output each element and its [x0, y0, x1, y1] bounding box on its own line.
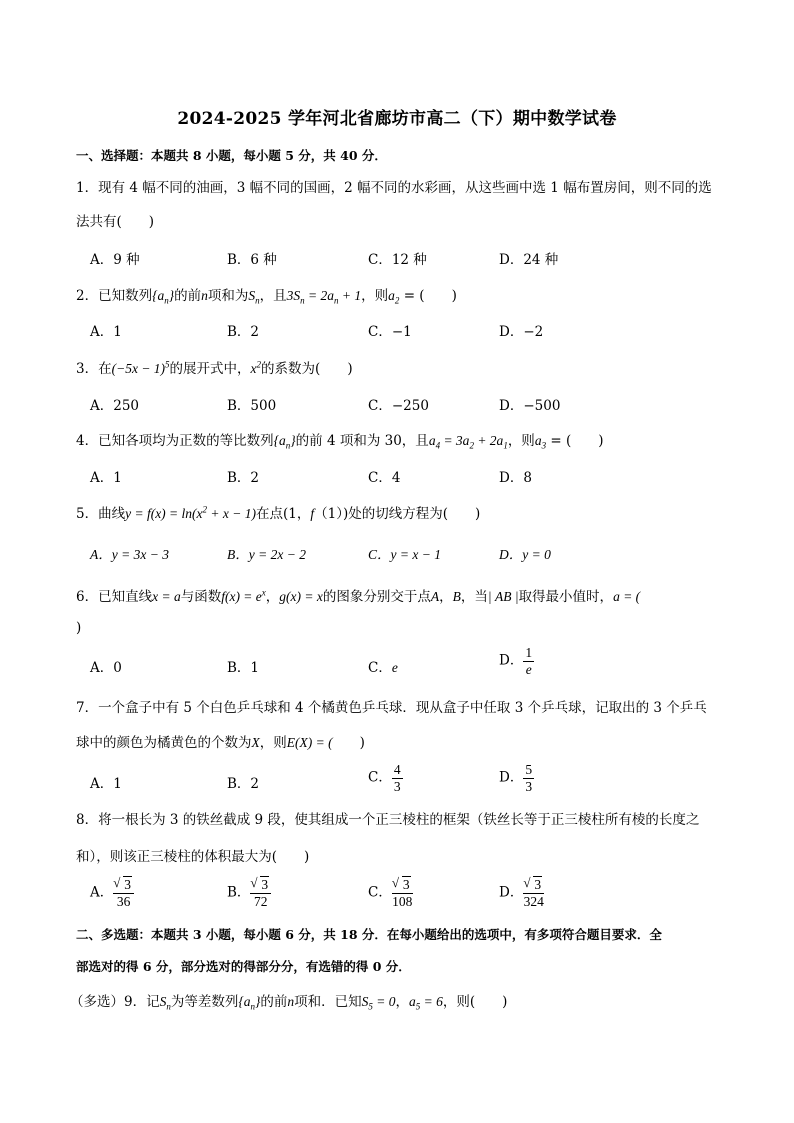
question-7-line-1: 7．一个盒子中有 5 个白色乒乓球和 4 个橘黄色乒乓球．现从盒子中任取 3 个乒乓球，记取出的 3 个乒乓 — [76, 700, 707, 716]
option-c: C．−250 — [368, 398, 429, 414]
option-a: A．0 — [90, 660, 122, 676]
binomial-expression: $(-5x - 1)^5$ — [111, 359, 170, 376]
option-d: D．24 种 — [499, 252, 559, 268]
option-c: C．12 种 — [368, 252, 427, 268]
option-d: D． $\frac{1}{e}$ — [499, 645, 533, 677]
option-c: C． $\frac{4}{3}$ — [368, 762, 401, 794]
option-b: B． √ $\frac{3}{72}$ — [227, 878, 271, 908]
option-b: B．y = 2x − 2 — [227, 547, 306, 562]
page-title: 2024-2025 学年河北省廊坊市高二（下）期中数学试卷 — [177, 109, 617, 129]
question-9-stem: （多选）9．记$S_n$为等差数列$\{a_n\}$的前n项和．已知$S_5 = 0$，$a_5 = 6$，则( ) — [70, 994, 508, 1012]
option-d: D．y = 0 — [499, 547, 551, 562]
option-d: D． $\frac{5}{3}$ — [499, 762, 533, 794]
option-a: A．1 — [90, 324, 122, 340]
option-a: A．1 — [90, 776, 122, 792]
option-a: A．9 种 — [90, 252, 140, 268]
equation: $3S_n = 2a_n + 1$ — [286, 288, 362, 306]
option-b: B．1 — [227, 660, 260, 676]
option-a: A．y = 3x − 3 — [90, 547, 169, 562]
option-d: D．−2 — [499, 324, 544, 340]
option-b: B．2 — [227, 324, 260, 340]
fraction: $\frac{4}{3}$ — [393, 762, 401, 794]
fraction: √ $\frac{3}{108}$ — [392, 878, 413, 908]
option-c: C．4 — [368, 470, 401, 486]
option-d: D．−500 — [499, 398, 561, 414]
question-7-line-2: 球中的颜色为橘黄色的个数为X，则E(X) = ( ) — [76, 735, 365, 751]
question-8-line-1: 8．将一根长为 3 的铁丝截成 9 段，使其组成一个正三棱柱的框架（铁丝长等于正三棱柱所有棱的长度之 — [76, 812, 700, 828]
option-c: C．y = x − 1 — [368, 547, 441, 562]
option-b: B．6 种 — [227, 252, 277, 268]
question-4-stem: 4．已知各项均为正数的等比数列$\{a_n\}$的前 4 项和为 30，且$a_4 = 3a_2 + 2a_1$，则$a_3$ = ( ) — [76, 433, 604, 451]
option-b: B．2 — [227, 470, 260, 486]
question-6-line-2: ) — [76, 620, 82, 636]
option-d: D．8 — [499, 470, 532, 486]
question-3-stem: 3．在$(-5x - 1)^5$的展开式中，$x^2$的系数为( ) — [76, 359, 353, 377]
equation: $a_4 = 3a_2 + 2a_1$ — [428, 433, 508, 451]
option-c: C．e — [368, 660, 398, 676]
fraction: √ $\frac{3}{72}$ — [250, 878, 271, 908]
question-2-stem: 2．已知数列$\{a_n\}$的前n项和为$S_n$，且$3S_n = 2a_n + 1$，则$a_2$ = ( ) — [76, 288, 457, 306]
fraction: √ $\frac{3}{324}$ — [523, 878, 544, 908]
section-heading-single-choice: 一、选择题：本题共 8 小题，每小题 5 分，共 40 分． — [76, 148, 387, 163]
option-b: B．500 — [227, 398, 277, 414]
option-d: D． √ $\frac{3}{324}$ — [499, 878, 544, 908]
option-c: C． √ $\frac{3}{108}$ — [368, 878, 413, 908]
option-c: C．−1 — [368, 324, 412, 340]
fraction: $\frac{1}{e}$ — [525, 645, 533, 677]
option-b: B．2 — [227, 776, 260, 792]
option-a: A． √ $\frac{3}{36}$ — [90, 878, 134, 908]
curve-equation: $y = f(x) = \ln(x^2 + x - 1)$ — [125, 504, 256, 521]
question-5-stem: 5．曲线$y = f(x) = \ln(x^2 + x - 1)$在点(1，f（1）)处的切线方程为( ) — [76, 504, 481, 522]
question-1-line-2: 法共有( ) — [76, 214, 155, 230]
seq-notation: $\{a_n\}$ — [152, 288, 175, 306]
question-8-line-2: 和），则该正三棱柱的体积最大为( ) — [76, 849, 310, 865]
question-6-stem: 6．已知直线x = a与函数$f(x) = e^x$，g(x) = x的图象分别交于点A，B，当| AB |取得最小值时，a = ( — [76, 587, 641, 605]
section-heading-multiple-choice-line-1: 二、多选题：本题共 3 小题，每小题 6 分，共 18 分．在每小题给出的选项中，有多项符合题目要求．全 — [76, 927, 662, 942]
fraction: √ $\frac{3}{36}$ — [113, 878, 134, 908]
fraction: $\frac{5}{3}$ — [525, 762, 533, 794]
option-a: A．250 — [90, 398, 140, 414]
section-heading-multiple-choice-line-2: 部选对的得 6 分，部分选对的得部分分，有选错的得 0 分． — [76, 959, 411, 974]
question-1-line-1: 1．现有 4 幅不同的油画，3 幅不同的国画，2 幅不同的水彩画，从这些画中选 1 幅布置房间，则不同的选 — [76, 180, 712, 196]
option-a: A．1 — [90, 470, 122, 486]
